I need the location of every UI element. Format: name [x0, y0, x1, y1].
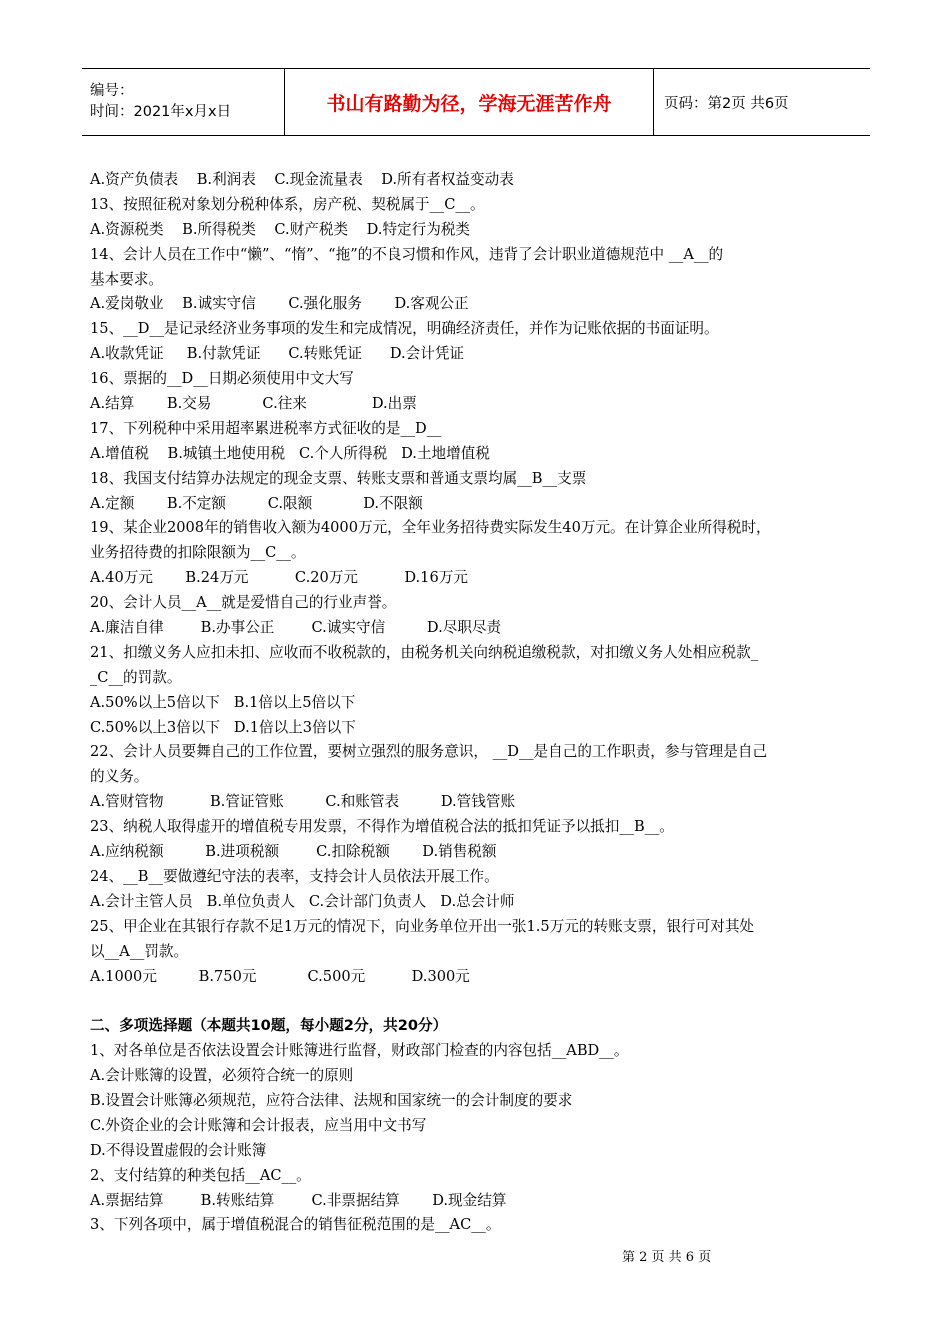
text-line: B.设置会计账簿必须规范，应符合法律、法规和国家统一的会计制度的要求 [90, 1091, 573, 1109]
text-line: 1、对各单位是否依法设置会计账簿进行监督，财政部门检查的内容包括__ABD__。 [90, 1042, 629, 1060]
text-line: 24、__B__要做遵纪守法的表率，支持会计人员依法开展工作。 [90, 867, 499, 885]
header-left-cell [82, 69, 284, 135]
text-line: 19、某企业2008年的销售收入额为4000万元，全年业务招待费实际发生40万元。在计算企业所得税时， [90, 519, 771, 537]
number-label: 编号： [90, 83, 134, 99]
text-line: A.廉洁自律 B.办事公正 C.诚实守信 D.尽职尽责 [90, 619, 502, 637]
text-line: A.会计主管人员 B.单位负责人 C.会计部门负责人 D.总会计师 [90, 892, 515, 910]
text-line: A.收款凭证 B.付款凭证 C.转账凭证 D.会计凭证 [90, 345, 465, 363]
header-motto-cell [284, 69, 654, 135]
text-line: 18、我国支付结算办法规定的现金支票、转账支票和普通支票均属__B__支票 [90, 469, 587, 487]
multiple-choice-lines [90, 1039, 870, 1238]
text-line: 业务招待费的扣除限额为__C__。 [90, 544, 306, 562]
header-page-cell [654, 69, 870, 135]
text-line: A.会计账簿的设置，必须符合统一的原则 [90, 1067, 354, 1085]
text-line: 2、支付结算的种类包括__AC__。 [90, 1166, 311, 1184]
page-footer: 第 2 页 共 6 页 [622, 1250, 712, 1265]
text-line: A.50%以上5倍以下 B.1倍以上5倍以下 [90, 693, 356, 711]
text-line: A.应纳税额 B.进项税额 C.扣除税额 D.销售税额 [90, 843, 497, 861]
text-line: D.不得设置虚假的会计账簿 [90, 1141, 267, 1159]
text-line: A.票据结算 B.转账结算 C.非票据结算 D.现金结算 [90, 1191, 507, 1209]
text-line: 23、纳税人取得虚开的增值税专用发票，不得作为增值税合法的抵扣凭证予以抵扣__B__。 [90, 818, 674, 836]
text-line: 基本要求。 [90, 270, 163, 288]
text-line: A.结算 B.交易 C.往来 D.出票 [90, 395, 417, 413]
text-line: A.40万元 B.24万元 C.20万元 D.16万元 [90, 569, 468, 587]
document-body [90, 168, 870, 1238]
text-line: C.外资企业的会计账簿和会计报表，应当用中文书写 [90, 1116, 427, 1134]
text-line: 25、甲企业在其银行存款不足1万元的情况下，向业务单位开出一张1.5万元的转账支票，银行可对其处 [90, 917, 755, 935]
text-line: 的义务。 [90, 768, 149, 786]
page-header [82, 68, 870, 136]
text-line: A.爱岗敬业 B.诚实守信 C.强化服务 D.客观公正 [90, 295, 469, 313]
text-line: 15、__D__是记录经济业务事项的发生和完成情况，明确经济责任，并作为记账依据的书面证明。 [90, 320, 719, 338]
text-line: _C__的罚款。 [90, 668, 182, 686]
text-line: 以__A__罚款。 [90, 942, 189, 960]
text-line: 3、下列各项中，属于增值税混合的销售征税范围的是__AC__。 [90, 1216, 501, 1234]
text-line: A.资源税类 B.所得税类 C.财产税类 D.特定行为税类 [90, 220, 471, 238]
section-gap [90, 989, 870, 1014]
text-line: 22、会计人员要舞自己的工作位置，要树立强烈的服务意识， __D__是自己的工作职责，参与管理是自己 [90, 743, 768, 761]
text-line: 14、会计人员在工作中“懒”、“惰”、“拖”的不良习惯和作风，违背了会计职业道德规范中 __A__的 [90, 245, 724, 263]
text-line: A.1000元 B.750元 C.500元 D.300元 [90, 967, 470, 985]
motto-text: 书山有路勤为径，学海无涯苦作舟 [326, 92, 612, 115]
text-line: A.资产负债表 B.利润表 C.现金流量表 D.所有者权益变动表 [90, 171, 514, 188]
text-line: A.增值税 B.城镇土地使用税 C.个人所得税 D.土地增值税 [90, 444, 490, 462]
section2-heading: 二、多项选择题（本题共10题，每小题2分，共20分） [90, 1017, 448, 1035]
text-line: 17、下列税种中采用超率累进税率方式征收的是__D__ [90, 419, 442, 437]
text-line: C.50%以上3倍以下 D.1倍以上3倍以下 [90, 718, 356, 736]
single-choice-lines [90, 168, 870, 989]
text-line: A.定额 B.不定额 C.限额 D.不限额 [90, 494, 423, 512]
text-line: 20、会计人员__A__就是爱惜自己的行业声誉。 [90, 594, 397, 612]
time-label: 时间：2021年x月x日 [90, 104, 232, 120]
text-line: 16、票据的__D__日期必须使用中文大写 [90, 370, 354, 388]
page-label: 页码：第2页 共6页 [664, 95, 789, 112]
text-line: 21、扣缴义务人应扣未扣、应收而不收税款的，由税务机关向纳税追缴税款，对扣缴义务人处相应税款_ [90, 643, 758, 661]
text-line: 13、按照征税对象划分税种体系，房产税、契税属于__C__。 [90, 195, 485, 213]
text-line: A.管财管物 B.管证管账 C.和账管表 D.管钱管账 [90, 793, 516, 811]
